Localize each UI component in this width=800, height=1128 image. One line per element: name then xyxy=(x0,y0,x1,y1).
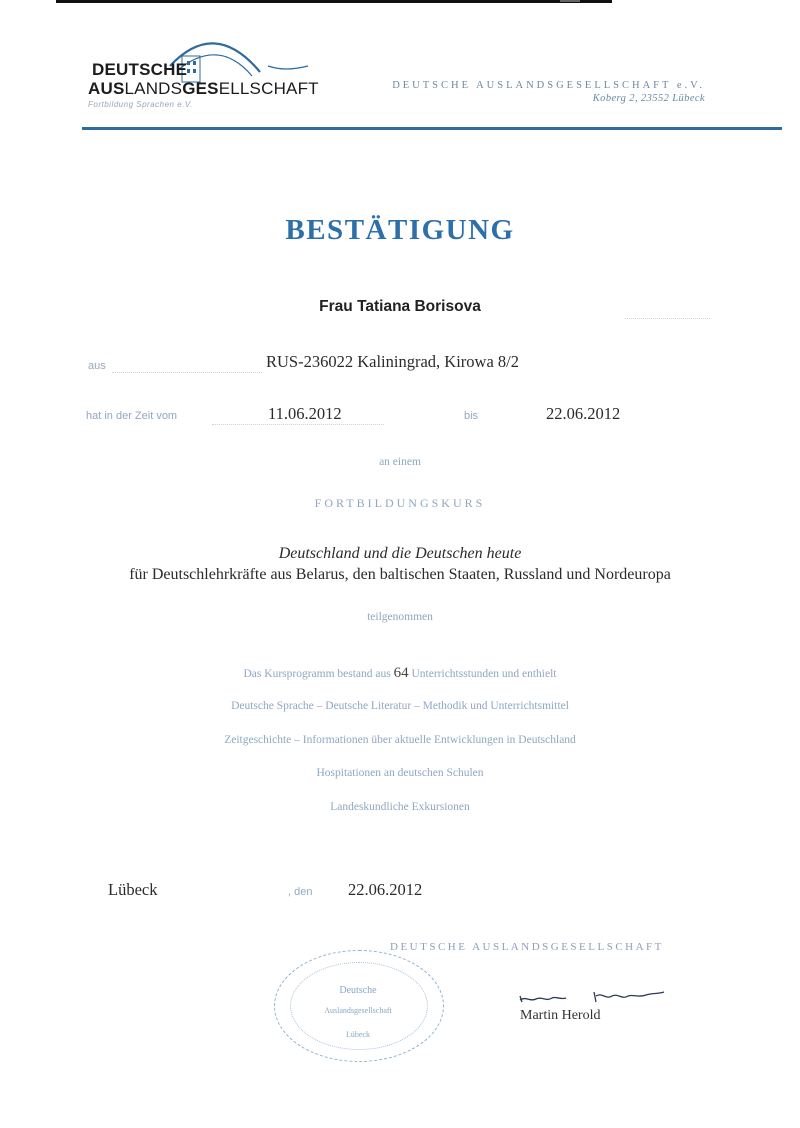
stamp-text-1: Deutsche xyxy=(339,985,377,996)
header-rule xyxy=(82,127,782,130)
logo-text-deutsche: DEUTSCHE xyxy=(92,60,188,79)
date-label: , den xyxy=(288,886,313,898)
period-to: 22.06.2012 xyxy=(546,404,621,423)
program-line-4: Landeskundliche Exkursionen xyxy=(330,801,470,813)
period-from-line xyxy=(212,424,384,425)
program-line-1: Deutsche Sprache – Deutsche Literatur – Methodik und Unterrichtsmittel xyxy=(231,700,569,712)
period-label: hat in der Zeit vom xyxy=(86,410,178,422)
letterhead-org xyxy=(380,80,705,104)
from-label: aus xyxy=(88,360,106,372)
stamp-text-2: Auslandsgesellschaft xyxy=(324,1006,392,1015)
from-value: RUS-236022 Kaliningrad, Kirowa 8/2 xyxy=(266,352,519,371)
period-to-label: bis xyxy=(464,410,479,422)
course-title: Deutschland und die Deutschen heute xyxy=(278,545,522,562)
course-audience: für Deutschlehrkräfte aus Belarus, den baltischen Staaten, Russland und Nordeuropa xyxy=(129,566,671,583)
name-dotted-line xyxy=(625,318,710,319)
logo-text-auslandsgesellschaft: AUSLANDSGESELLSCHAFT xyxy=(88,79,319,98)
course-type: FORTBILDUNGSKURS xyxy=(314,496,486,510)
program-intro: Das Kursprogramm bestand aus 64 Unterrichtsstunden und enthielt xyxy=(243,665,557,681)
org-address: Koberg 2, 23552 Lübeck xyxy=(592,93,705,104)
org-name: DEUTSCHE AUSLANDSGESELLSCHAFT e.V. xyxy=(392,80,705,91)
period-from: 11.06.2012 xyxy=(268,404,342,423)
top-scan-edge xyxy=(56,0,612,3)
program-hours: 64 xyxy=(393,665,409,681)
logo-tagline: Fortbildung Sprachen e.V. xyxy=(88,100,193,109)
signer-name: Martin Herold xyxy=(520,1008,601,1023)
program-line-3: Hospitationen an deutschen Schulen xyxy=(316,767,484,779)
participated-label: teilgenommen xyxy=(367,611,433,623)
stamp-text-3: Lübeck xyxy=(346,1030,370,1039)
recipient-name: Frau Tatiana Borisova xyxy=(319,298,481,315)
from-dotted-line xyxy=(112,372,262,373)
signature-org: DEUTSCHE AUSLANDSGESELLSCHAFT xyxy=(390,941,664,953)
page-title: BESTÄTIGUNG xyxy=(285,214,515,246)
at-label: an einem xyxy=(379,456,421,468)
date-value: 22.06.2012 xyxy=(348,880,423,899)
top-scan-mark xyxy=(560,0,580,2)
program-line-2: Zeitgeschichte – Informationen über aktuelle Entwicklungen in Deutschland xyxy=(224,734,576,746)
place: Lübeck xyxy=(108,880,158,899)
